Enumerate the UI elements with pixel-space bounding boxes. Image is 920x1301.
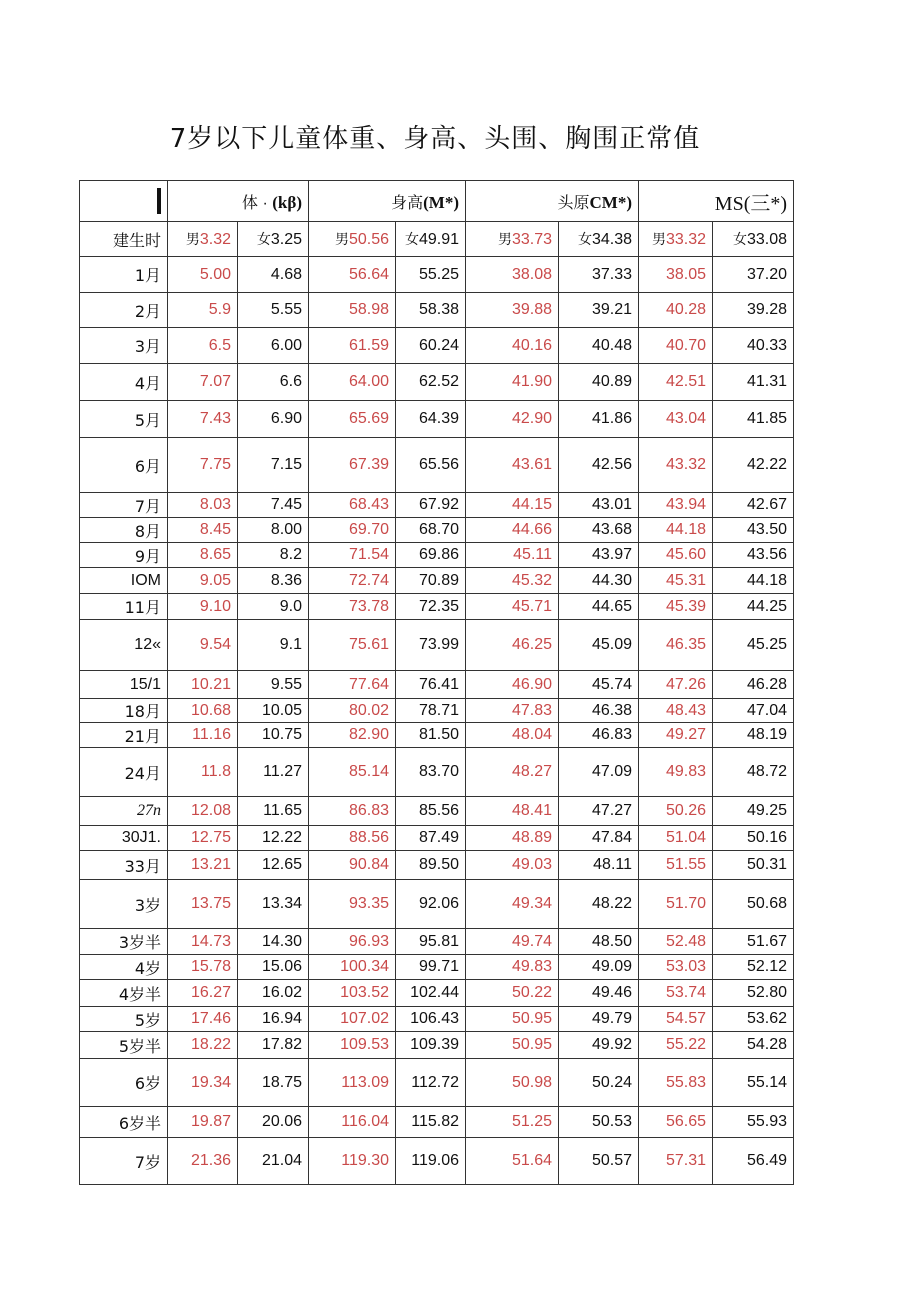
height-male-cell: 77.64 [309,671,396,699]
chest-male-cell: 45.39 [639,594,713,620]
row-label: 4岁半 [80,980,168,1007]
chest-female-cell: 48.19 [713,723,794,748]
height-male-cell: 58.98 [309,293,396,328]
head-male-cell: 39.88 [466,293,559,328]
height-female-cell: 68.70 [396,518,466,543]
chest-female-cell: 50.16 [713,826,794,851]
birth-head-female: 女34.38 [559,222,639,257]
row-label: 7岁 [80,1138,168,1185]
head-female-cell: 49.09 [559,955,639,980]
height-female-cell: 102.44 [396,980,466,1007]
height-female-cell: 106.43 [396,1007,466,1032]
head-female-cell: 49.46 [559,980,639,1007]
weight-female-cell: 4.68 [238,257,309,293]
chest-male-cell: 53.74 [639,980,713,1007]
chest-male-cell: 50.26 [639,797,713,826]
chest-female-cell: 44.18 [713,568,794,594]
height-male-cell: 116.04 [309,1107,396,1138]
head-female-cell: 49.79 [559,1007,639,1032]
table-row [80,980,794,1007]
chest-male-cell: 44.18 [639,518,713,543]
row-label: 4岁 [80,955,168,980]
birth-chest-female: 女33.08 [713,222,794,257]
weight-female-cell: 12.65 [238,851,309,880]
chest-female-cell: 50.31 [713,851,794,880]
table-row [80,293,794,328]
chest-male-cell: 45.31 [639,568,713,594]
row-label: 5月 [80,401,168,438]
chest-header: MS(三*) [639,181,794,222]
height-male-cell: 69.70 [309,518,396,543]
head-female-cell: 45.74 [559,671,639,699]
chest-male-cell: 55.83 [639,1059,713,1107]
row-label: 15/1 [80,671,168,699]
chest-male-cell: 40.70 [639,328,713,364]
chest-male-cell: 38.05 [639,257,713,293]
row-label: 3月 [80,328,168,364]
table-row [80,797,794,826]
table-row [80,594,794,620]
height-female-cell: 64.39 [396,401,466,438]
head-female-cell: 48.11 [559,851,639,880]
weight-male-cell: 5.00 [168,257,238,293]
chest-female-cell: 53.62 [713,1007,794,1032]
height-female-cell: 72.35 [396,594,466,620]
chest-male-cell: 55.22 [639,1032,713,1059]
table-row [80,1007,794,1032]
head-female-cell: 48.50 [559,929,639,955]
table-row [80,401,794,438]
row-label: 7月 [80,493,168,518]
height-female-cell: 109.39 [396,1032,466,1059]
height-male-cell: 72.74 [309,568,396,594]
chest-male-cell: 49.27 [639,723,713,748]
chest-male-cell: 40.28 [639,293,713,328]
height-male-cell: 71.54 [309,543,396,568]
head-female-cell: 45.09 [559,620,639,671]
chest-male-cell: 45.60 [639,543,713,568]
head-male-cell: 42.90 [466,401,559,438]
page-title: 7岁以下儿童体重、身高、头围、胸围正常值 [169,124,701,154]
row-label: 6月 [80,438,168,493]
height-female-cell: 87.49 [396,826,466,851]
weight-male-cell: 10.21 [168,671,238,699]
height-female-cell: 73.99 [396,620,466,671]
weight-male-cell: 17.46 [168,1007,238,1032]
weight-female-cell: 15.06 [238,955,309,980]
height-female-cell: 85.56 [396,797,466,826]
height-male-cell: 65.69 [309,401,396,438]
height-female-cell: 55.25 [396,257,466,293]
chest-female-cell: 48.72 [713,748,794,797]
weight-male-cell: 5.9 [168,293,238,328]
head-female-cell: 49.92 [559,1032,639,1059]
chest-female-cell: 50.68 [713,880,794,929]
head-female-cell: 47.27 [559,797,639,826]
weight-male-cell: 19.87 [168,1107,238,1138]
table-row [80,1032,794,1059]
chest-female-cell: 52.80 [713,980,794,1007]
head-male-cell: 44.66 [466,518,559,543]
head-male-cell: 49.34 [466,880,559,929]
chest-female-cell: 37.20 [713,257,794,293]
height-female-cell: 69.86 [396,543,466,568]
birth-height-male: 男50.56 [309,222,396,257]
height-male-cell: 109.53 [309,1032,396,1059]
weight-female-cell: 10.75 [238,723,309,748]
head-female-cell: 37.33 [559,257,639,293]
birth-weight-male: 男3.32 [168,222,238,257]
head-female-cell: 41.86 [559,401,639,438]
birth-height-female: 女49.91 [396,222,466,257]
height-female-cell: 67.92 [396,493,466,518]
table-row [80,543,794,568]
chest-male-cell: 57.31 [639,1138,713,1185]
weight-male-cell: 8.03 [168,493,238,518]
table-row [80,929,794,955]
weight-female-cell: 8.00 [238,518,309,543]
height-male-cell: 82.90 [309,723,396,748]
head-male-cell: 48.27 [466,748,559,797]
height-female-cell: 58.38 [396,293,466,328]
chest-male-cell: 46.35 [639,620,713,671]
head-male-cell: 49.74 [466,929,559,955]
table-row [80,493,794,518]
head-female-cell: 50.53 [559,1107,639,1138]
height-female-cell: 62.52 [396,364,466,401]
height-female-cell: 83.70 [396,748,466,797]
head-female-cell: 50.57 [559,1138,639,1185]
chest-female-cell: 47.04 [713,699,794,723]
weight-female-cell: 9.55 [238,671,309,699]
weight-female-cell: 11.27 [238,748,309,797]
table-row [80,568,794,594]
head-female-cell: 47.09 [559,748,639,797]
chest-male-cell: 49.83 [639,748,713,797]
chest-male-cell: 43.94 [639,493,713,518]
table-row [80,328,794,364]
birth-chest-male: 男33.32 [639,222,713,257]
head-female-cell: 44.65 [559,594,639,620]
height-male-cell: 100.34 [309,955,396,980]
height-female-cell: 70.89 [396,568,466,594]
weight-female-cell: 6.00 [238,328,309,364]
weight-female-cell: 6.90 [238,401,309,438]
row-label: 12« [80,620,168,671]
weight-female-cell: 16.94 [238,1007,309,1032]
row-label: 6岁 [80,1059,168,1107]
chest-female-cell: 49.25 [713,797,794,826]
height-male-cell: 107.02 [309,1007,396,1032]
height-male-cell: 113.09 [309,1059,396,1107]
head-male-cell: 50.22 [466,980,559,1007]
head-male-cell: 46.25 [466,620,559,671]
height-header: 身高(M*) [309,181,466,222]
table-row [80,851,794,880]
row-label: 3岁 [80,880,168,929]
chest-female-cell: 43.56 [713,543,794,568]
chest-male-cell: 43.32 [639,438,713,493]
height-male-cell: 80.02 [309,699,396,723]
row-label: 24月 [80,748,168,797]
weight-male-cell: 21.36 [168,1138,238,1185]
head-female-cell: 48.22 [559,880,639,929]
weight-male-cell: 18.22 [168,1032,238,1059]
head-male-cell: 50.95 [466,1007,559,1032]
chest-male-cell: 51.04 [639,826,713,851]
weight-male-cell: 12.08 [168,797,238,826]
birth-head-male: 男33.73 [466,222,559,257]
height-male-cell: 64.00 [309,364,396,401]
chest-female-cell: 41.31 [713,364,794,401]
head-male-cell: 47.83 [466,699,559,723]
chest-female-cell: 39.28 [713,293,794,328]
height-male-cell: 68.43 [309,493,396,518]
chest-male-cell: 48.43 [639,699,713,723]
table-row [80,826,794,851]
height-male-cell: 86.83 [309,797,396,826]
row-label: 5岁 [80,1007,168,1032]
weight-male-cell: 8.65 [168,543,238,568]
height-female-cell: 60.24 [396,328,466,364]
row-label: 2月 [80,293,168,328]
weight-male-cell: 9.10 [168,594,238,620]
height-female-cell: 89.50 [396,851,466,880]
weight-female-cell: 5.55 [238,293,309,328]
weight-male-cell: 14.73 [168,929,238,955]
weight-female-cell: 10.05 [238,699,309,723]
weight-male-cell: 12.75 [168,826,238,851]
table-row [80,257,794,293]
row-label: IOM [80,568,168,594]
table-row [80,1107,794,1138]
head-male-cell: 45.32 [466,568,559,594]
chest-female-cell: 41.85 [713,401,794,438]
weight-male-cell: 9.54 [168,620,238,671]
table-row [80,518,794,543]
header-bar-mark [157,188,161,214]
weight-female-cell: 9.0 [238,594,309,620]
table-row [80,1059,794,1107]
head-female-cell: 43.01 [559,493,639,518]
chest-female-cell: 46.28 [713,671,794,699]
weight-male-cell: 16.27 [168,980,238,1007]
weight-male-cell: 11.8 [168,748,238,797]
weight-male-cell: 7.43 [168,401,238,438]
weight-female-cell: 8.2 [238,543,309,568]
chest-male-cell: 47.26 [639,671,713,699]
weight-female-cell: 7.15 [238,438,309,493]
chest-male-cell: 54.57 [639,1007,713,1032]
row-label: 9月 [80,543,168,568]
head-female-cell: 39.21 [559,293,639,328]
row-label: 1月 [80,257,168,293]
header-row [80,181,794,222]
weight-male-cell: 8.45 [168,518,238,543]
head-male-cell: 49.03 [466,851,559,880]
height-female-cell: 99.71 [396,955,466,980]
head-male-cell: 48.04 [466,723,559,748]
header-corner [80,181,168,222]
head-female-cell: 44.30 [559,568,639,594]
height-male-cell: 103.52 [309,980,396,1007]
weight-male-cell: 7.75 [168,438,238,493]
head-male-cell: 50.95 [466,1032,559,1059]
head-female-cell: 46.83 [559,723,639,748]
weight-female-cell: 13.34 [238,880,309,929]
head-female-cell: 47.84 [559,826,639,851]
table-row [80,723,794,748]
head-male-cell: 44.15 [466,493,559,518]
weight-male-cell: 11.16 [168,723,238,748]
weight-female-cell: 8.36 [238,568,309,594]
table-row [80,1138,794,1185]
head-male-cell: 48.89 [466,826,559,851]
table-row [80,880,794,929]
chest-female-cell: 44.25 [713,594,794,620]
table-row [80,955,794,980]
chest-female-cell: 52.12 [713,955,794,980]
row-label: 建生时 [80,222,168,257]
head-male-cell: 46.90 [466,671,559,699]
head-female-cell: 46.38 [559,699,639,723]
head-male-cell: 50.98 [466,1059,559,1107]
chest-male-cell: 51.70 [639,880,713,929]
weight-female-cell: 21.04 [238,1138,309,1185]
chest-female-cell: 43.50 [713,518,794,543]
chest-male-cell: 56.65 [639,1107,713,1138]
head-female-cell: 43.97 [559,543,639,568]
height-male-cell: 75.61 [309,620,396,671]
weight-female-cell: 16.02 [238,980,309,1007]
height-male-cell: 67.39 [309,438,396,493]
table-row [80,748,794,797]
chest-female-cell: 56.49 [713,1138,794,1185]
head-male-cell: 45.11 [466,543,559,568]
chest-female-cell: 54.28 [713,1032,794,1059]
weight-female-cell: 20.06 [238,1107,309,1138]
height-female-cell: 76.41 [396,671,466,699]
head-male-cell: 48.41 [466,797,559,826]
weight-female-cell: 7.45 [238,493,309,518]
chest-male-cell: 51.55 [639,851,713,880]
row-label: 5岁半 [80,1032,168,1059]
weight-female-cell: 17.82 [238,1032,309,1059]
head-male-cell: 40.16 [466,328,559,364]
chest-male-cell: 43.04 [639,401,713,438]
weight-female-cell: 9.1 [238,620,309,671]
head-female-cell: 43.68 [559,518,639,543]
birth-weight-female: 女3.25 [238,222,309,257]
row-label: 21月 [80,723,168,748]
table-row [80,364,794,401]
row-label: 33月 [80,851,168,880]
height-female-cell: 95.81 [396,929,466,955]
growth-table [79,180,794,1185]
row-label: 27n [80,797,168,826]
table-row [80,699,794,723]
table-row [80,438,794,493]
row-label: 30J1. [80,826,168,851]
weight-male-cell: 15.78 [168,955,238,980]
weight-female-cell: 12.22 [238,826,309,851]
weight-male-cell: 7.07 [168,364,238,401]
chest-female-cell: 42.22 [713,438,794,493]
weight-male-cell: 13.21 [168,851,238,880]
chest-male-cell: 52.48 [639,929,713,955]
row-label: 11月 [80,594,168,620]
row-label: 18月 [80,699,168,723]
chest-male-cell: 42.51 [639,364,713,401]
height-male-cell: 73.78 [309,594,396,620]
weight-male-cell: 10.68 [168,699,238,723]
height-female-cell: 81.50 [396,723,466,748]
weight-male-cell: 13.75 [168,880,238,929]
row-label: 8月 [80,518,168,543]
weight-female-cell: 18.75 [238,1059,309,1107]
chest-female-cell: 42.67 [713,493,794,518]
weight-header: 体 · (kβ) [168,181,309,222]
head-male-cell: 49.83 [466,955,559,980]
height-male-cell: 85.14 [309,748,396,797]
head-male-cell: 45.71 [466,594,559,620]
weight-male-cell: 19.34 [168,1059,238,1107]
head-male-cell: 38.08 [466,257,559,293]
birth-row [80,222,794,257]
height-male-cell: 119.30 [309,1138,396,1185]
height-female-cell: 65.56 [396,438,466,493]
head-female-cell: 42.56 [559,438,639,493]
row-label: 3岁半 [80,929,168,955]
height-female-cell: 78.71 [396,699,466,723]
row-label: 6岁半 [80,1107,168,1138]
chest-male-cell: 53.03 [639,955,713,980]
height-female-cell: 119.06 [396,1138,466,1185]
head-male-cell: 41.90 [466,364,559,401]
table-row [80,671,794,699]
weight-female-cell: 11.65 [238,797,309,826]
height-female-cell: 112.72 [396,1059,466,1107]
height-male-cell: 56.64 [309,257,396,293]
row-label: 4月 [80,364,168,401]
height-male-cell: 93.35 [309,880,396,929]
head-header: 头原CM*) [466,181,639,222]
height-male-cell: 96.93 [309,929,396,955]
height-male-cell: 88.56 [309,826,396,851]
chest-female-cell: 45.25 [713,620,794,671]
height-female-cell: 92.06 [396,880,466,929]
head-female-cell: 50.24 [559,1059,639,1107]
head-male-cell: 51.64 [466,1138,559,1185]
head-female-cell: 40.89 [559,364,639,401]
chest-female-cell: 55.14 [713,1059,794,1107]
weight-male-cell: 6.5 [168,328,238,364]
chest-female-cell: 55.93 [713,1107,794,1138]
height-female-cell: 115.82 [396,1107,466,1138]
chest-female-cell: 51.67 [713,929,794,955]
weight-female-cell: 6.6 [238,364,309,401]
height-male-cell: 90.84 [309,851,396,880]
chest-female-cell: 40.33 [713,328,794,364]
height-male-cell: 61.59 [309,328,396,364]
table-row [80,620,794,671]
head-male-cell: 51.25 [466,1107,559,1138]
weight-male-cell: 9.05 [168,568,238,594]
head-male-cell: 43.61 [466,438,559,493]
weight-female-cell: 14.30 [238,929,309,955]
head-female-cell: 40.48 [559,328,639,364]
